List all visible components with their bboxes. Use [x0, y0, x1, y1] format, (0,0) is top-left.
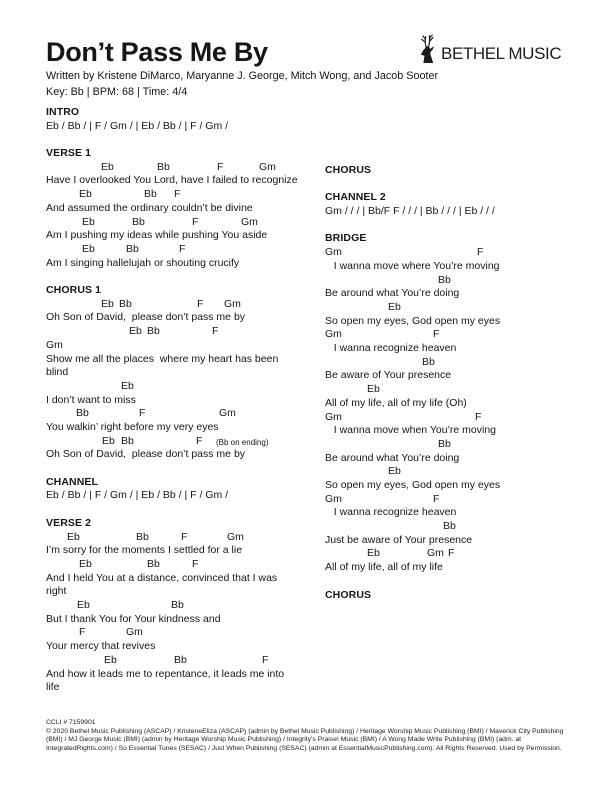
- song-section: [46, 147, 328, 270]
- chord: Bb: [147, 325, 160, 338]
- chord-line: [325, 356, 607, 370]
- chord-line: [325, 493, 607, 507]
- chord: Gm: [427, 547, 444, 560]
- chord: F: [192, 557, 199, 570]
- chord: Bb: [174, 653, 187, 666]
- lyric-line: And how it leads me to repentance, it leads me into: [46, 667, 285, 680]
- chord: F: [262, 653, 269, 666]
- lyric-line: All of my life, all of my life (Oh): [325, 396, 467, 409]
- chord-line: [46, 216, 328, 230]
- chord: F: [217, 160, 224, 173]
- chord: Bb: [147, 557, 160, 570]
- left-column: [46, 106, 328, 709]
- chord-line: [46, 339, 328, 353]
- section-heading: CHANNEL: [46, 475, 99, 488]
- chord-line: [46, 243, 328, 257]
- chord: Eb: [82, 242, 95, 255]
- chord: Eb: [129, 325, 142, 338]
- chord: F: [179, 242, 186, 255]
- section-heading: VERSE 1: [46, 147, 92, 160]
- chord: Eb: [79, 188, 92, 201]
- chord: F: [448, 547, 455, 560]
- chord-line: [46, 558, 328, 572]
- chord-line: [325, 411, 607, 425]
- lyric-line: Am I singing hallelujah or shouting crucify: [46, 256, 240, 269]
- credits-line: Written by Kristene DiMarco, Maryanne J. George, Mitch Wong, and Jacob Sooter: [46, 70, 439, 82]
- chord: Bb: [443, 520, 456, 533]
- lyric-line: So open my eyes, God open my eyes: [325, 314, 501, 327]
- chord-line: [46, 161, 328, 175]
- song-section: [325, 232, 607, 574]
- lyric-line: But I thank You for Your kindness and: [46, 612, 221, 625]
- lyric-line: You walkin’ right before my very eyes: [46, 421, 219, 433]
- chord: Eb: [79, 557, 92, 570]
- chord: Gm: [325, 410, 342, 423]
- lyric-line: I wanna recognize heaven: [325, 342, 457, 355]
- chord: F: [174, 188, 181, 201]
- chord: Gm: [227, 530, 244, 543]
- chord: F: [212, 325, 219, 338]
- chord-line: [46, 531, 328, 545]
- lyric-line: Oh Son of David, please don’t pass me by: [46, 448, 246, 461]
- chord: Gm: [325, 328, 342, 341]
- chord: Bb: [144, 188, 157, 201]
- lyric-line: I wanna move when You’re moving: [325, 424, 497, 437]
- chord-line: [325, 383, 607, 397]
- chord: Gm: [224, 297, 241, 310]
- song-section: [46, 476, 328, 503]
- chord: Eb: [388, 465, 401, 478]
- lyric-line: And I held You at a distance, convinced that I was: [46, 571, 278, 584]
- section-heading: VERSE 2: [46, 516, 92, 529]
- lyric-line: So open my eyes, God open my eyes: [325, 479, 501, 491]
- chord: F: [139, 407, 146, 420]
- chord-line: [46, 435, 328, 449]
- song-section: [46, 106, 328, 133]
- lyric-line: Just be aware of Your presence: [325, 533, 473, 546]
- chord: Eb: [367, 383, 380, 396]
- song-section: [325, 191, 607, 218]
- song-title: Don’t Pass Me By: [46, 37, 268, 67]
- lyric-line: Your mercy that revives: [46, 640, 156, 653]
- chord: Bb: [171, 599, 184, 612]
- chord: F: [197, 297, 204, 310]
- lyric-line: Oh Son of David, please don’t pass me by: [46, 311, 246, 324]
- ccli-number: CCLI # 7159901: [46, 719, 96, 726]
- chord-line: [46, 626, 328, 640]
- chord-line: [325, 520, 607, 534]
- chord: Eb: [121, 379, 134, 392]
- lyric-line: life: [46, 681, 60, 694]
- chord: Eb: [104, 653, 117, 666]
- section-heading: CHORUS: [325, 588, 372, 601]
- chord: F: [433, 492, 440, 505]
- chord: F: [192, 215, 199, 228]
- lyric-line: I’m sorry for the moments I settled for a lie: [46, 544, 243, 557]
- lyric-line: I wanna move where You’re moving: [325, 259, 500, 272]
- section-heading: INTRO: [46, 106, 80, 118]
- chord-line: [46, 599, 328, 613]
- copyright-line: IntegratedRights.com) / So Essential Tunes (SESAC) / Just When Publishing (SESAC) (admin at EssentialMusicPublishing.com). All Rights Reserved. Used by Permission.: [46, 745, 562, 753]
- chord: Gm: [46, 338, 63, 351]
- lyric-line: Have I overlooked You Lord, have I failed to recognize: [46, 174, 298, 187]
- chord: Gm: [219, 407, 236, 420]
- chord: Eb: [82, 215, 95, 228]
- song-section: [325, 164, 607, 178]
- chord: Eb: [102, 434, 115, 447]
- logo-text: BETHEL MUSIC: [441, 44, 562, 63]
- chord: Eb: [77, 599, 90, 612]
- chord-line: [325, 246, 607, 260]
- song-section: [325, 589, 607, 603]
- chord: Bb: [119, 297, 132, 310]
- chord: Bb: [76, 407, 89, 420]
- chord: Bb: [157, 160, 170, 173]
- section-heading: CHORUS: [325, 164, 372, 176]
- chord-line: [46, 325, 328, 339]
- bethel-music-logo: [417, 34, 561, 63]
- copyright-line: (BMI) / MJ George Music (BMI) (admin by Heritage Worship Music Publishing) / Integrity’s Praise! Music (BMI) / A Wong Made Write Publishing (BMI) (adm. at: [46, 736, 522, 744]
- chord: Gm: [325, 492, 342, 505]
- chord-line: [46, 407, 328, 421]
- chord: Gm: [241, 215, 258, 228]
- chord-line: [325, 465, 607, 479]
- chord: Bb: [438, 273, 451, 286]
- chord: Eb: [388, 300, 401, 313]
- chord: Eb: [101, 297, 114, 310]
- section-heading: CHANNEL 2: [325, 191, 386, 204]
- chord: Bb: [132, 215, 145, 228]
- chord: Bb: [126, 242, 139, 255]
- chord-line: [46, 654, 328, 668]
- lyric-line: Be around what You’re doing: [325, 451, 460, 464]
- chord-line: [325, 274, 607, 288]
- chord: F: [196, 434, 203, 447]
- chord: Eb: [67, 530, 80, 543]
- lyric-line: right: [46, 585, 67, 598]
- chord-line: [325, 547, 607, 561]
- lyric-line: I wanna recognize heaven: [325, 506, 457, 519]
- lyric-line: All of my life, all of my life: [325, 561, 443, 574]
- chord-annotation: (Bb on ending): [216, 438, 269, 448]
- chord: Bb: [121, 434, 134, 447]
- song-header: [46, 39, 438, 100]
- chord-line: [325, 328, 607, 342]
- chord-line: [325, 438, 607, 452]
- lyric-line: Am I pushing my ideas while pushing You aside: [46, 229, 268, 242]
- chord: F: [433, 328, 440, 341]
- footer: [46, 719, 571, 754]
- song-section: [46, 517, 328, 695]
- chord: Eb: [101, 160, 114, 173]
- section-heading: CHORUS 1: [46, 284, 102, 297]
- lyric-line: Eb / Bb / | F / Gm / | Eb / Bb / | F / Gm /: [46, 489, 229, 502]
- chord-line: [46, 380, 328, 394]
- lyric-line: And assumed the ordinary couldn’t be divine: [46, 201, 253, 214]
- song-section: [46, 284, 328, 462]
- right-column: [325, 164, 607, 616]
- lyric-line: Show me all the places where my heart has been: [46, 352, 279, 365]
- lyric-line: Be aware of Your presence: [325, 369, 452, 382]
- chord: Bb: [136, 530, 149, 543]
- lyric-line: Be around what You’re doing: [325, 287, 460, 300]
- chord-line: [325, 301, 607, 315]
- chord: F: [79, 626, 86, 639]
- lyric-line: blind: [46, 366, 69, 379]
- chord-line: [46, 298, 328, 312]
- deer-icon: [417, 34, 437, 63]
- chord: Gm: [325, 246, 342, 259]
- chord: Eb: [367, 547, 380, 560]
- copyright-line: © 2020 Bethel Music Publishing (ASCAP) / KristeneEliza (ASCAP) (admin by Bethel Music Publishing) / Heritage Worship Music Publishing (BMI) / Maverick City Publishing: [46, 727, 564, 735]
- chord: Gm: [126, 626, 143, 639]
- chord: Bb: [438, 437, 451, 450]
- key-meta-line: Key: Bb | BPM: 68 | Time: 4/4: [46, 85, 188, 98]
- chord: Gm: [259, 160, 276, 173]
- lyric-line: Eb / Bb / | F / Gm / | Eb / Bb / | F / Gm /: [46, 119, 229, 132]
- chord: F: [181, 530, 188, 543]
- lyric-line: Gm / / / | Bb/F F / / / | Bb / / / | Eb / / /: [325, 205, 495, 218]
- chord: F: [477, 246, 484, 259]
- section-heading: BRIDGE: [325, 232, 367, 245]
- lyric-line: I don’t want to miss: [46, 393, 136, 406]
- chord: F: [475, 410, 482, 423]
- chord-line: [46, 188, 328, 202]
- chord: Bb: [422, 355, 435, 368]
